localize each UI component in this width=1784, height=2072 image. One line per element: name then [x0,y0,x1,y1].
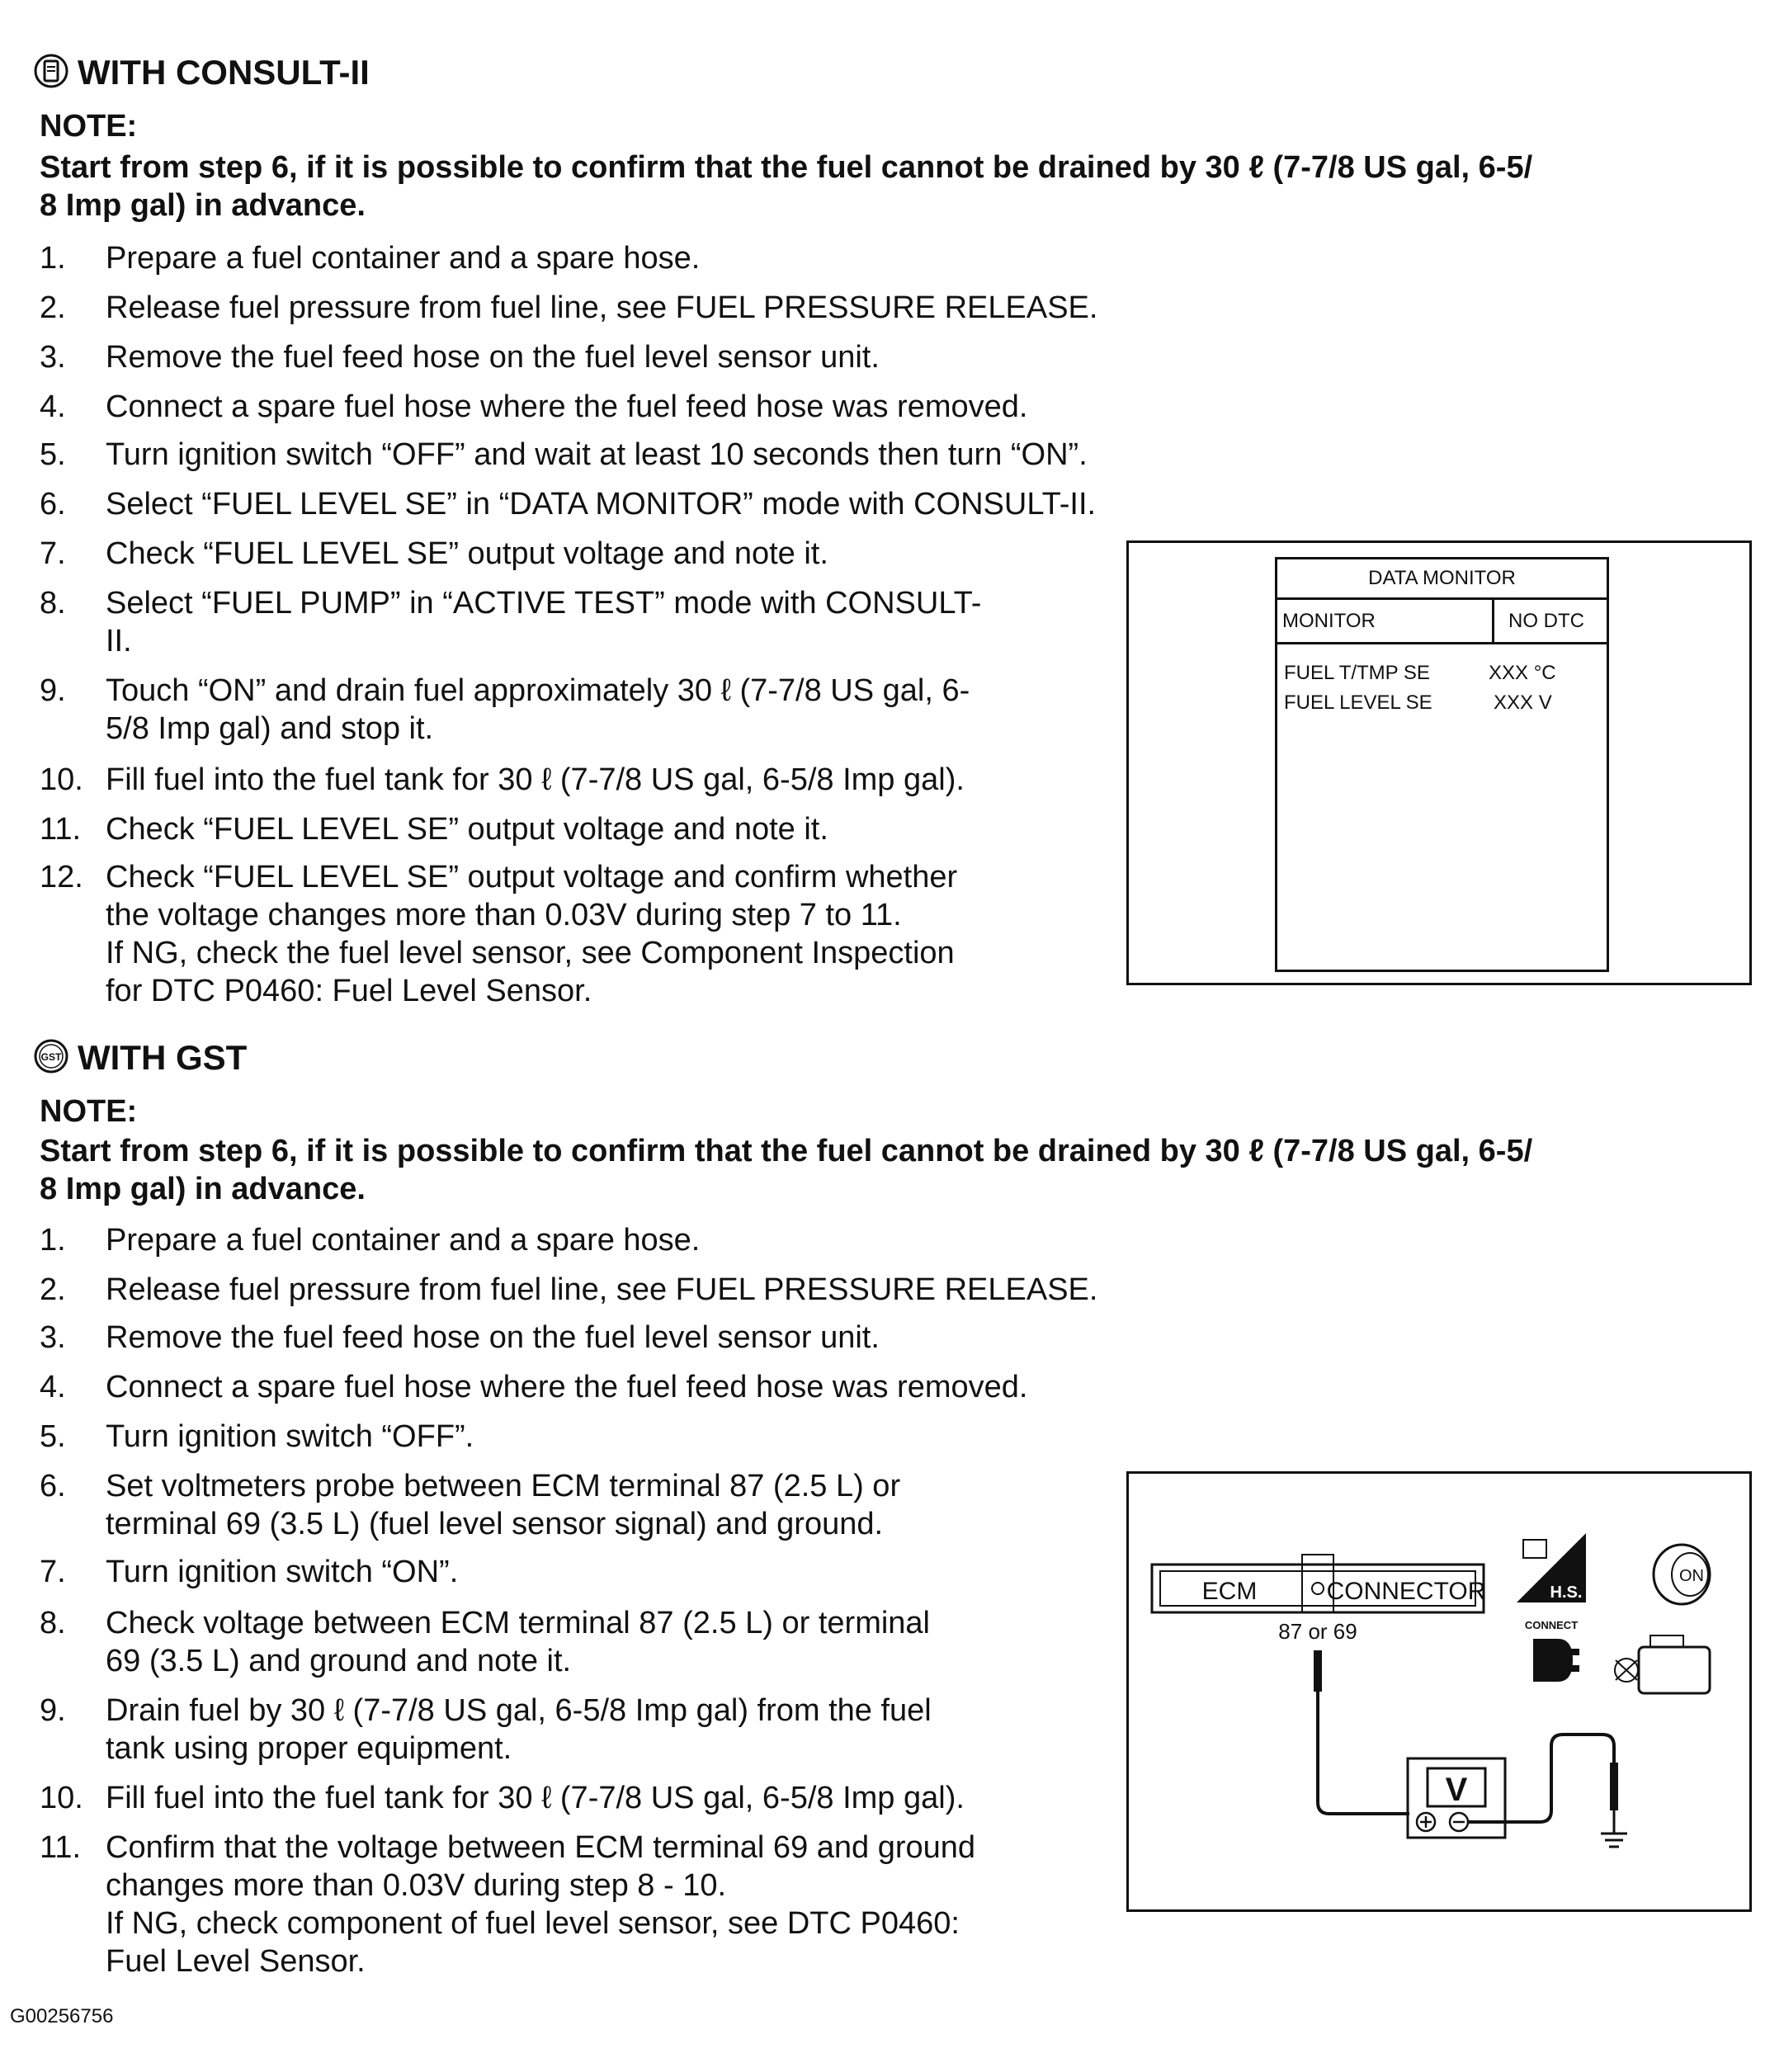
no-dtc-header: NO DTC [1508,610,1584,632]
step-number: 8. [40,586,66,621]
step-number: 7. [40,536,66,571]
engine-icon [1615,1635,1710,1693]
hs-label: H.S. [1550,1583,1583,1602]
step-number: 11. [40,812,82,847]
step-text: Fill fuel into the fuel tank for 30 ℓ (7-7/8 US gal, 6-5/8 Imp gal). [106,762,965,797]
data-monitor-figure [1126,540,1752,985]
step-text: Connect a spare fuel hose where the fuel feed hose was removed. [106,1370,1028,1404]
step-text: terminal 69 (3.5 L) (fuel level sensor signal) and ground. [106,1507,884,1541]
consult-ii-icon [33,53,69,97]
step-text: Connect a spare fuel hose where the fuel feed hose was removed. [106,389,1028,424]
probe-lead [1314,1650,1409,1814]
terminal-label: 87 or 69 [1278,1619,1357,1644]
step-number: 6. [40,1469,66,1503]
step-text: Check “FUEL LEVEL SE” output voltage and note it. [106,536,828,571]
step-number: 2. [40,1272,66,1307]
step-text: Prepare a fuel container and a spare hose. [106,241,701,276]
monitor-row-value: XXX V [1494,691,1552,714]
step-number: 2. [40,290,66,325]
step-number: 11. [40,1830,82,1865]
on-label: ON [1679,1567,1704,1585]
step-text: 5/8 Imp gal) and stop it. [106,711,434,746]
step-text: 69 (3.5 L) and ground and note it. [106,1644,572,1678]
step-text: changes more than 0.03V during step 8 - 10. [106,1868,727,1903]
step-text: Touch “ON” and drain fuel approximately 30 ℓ (7-7/8 US gal, 6- [106,673,970,708]
step-text: Check “FUEL LEVEL SE” output voltage and note it. [106,812,828,847]
ignition-on-icon [1654,1545,1710,1604]
step-text: Set voltmeters probe between ECM terminal 87 (2.5 L) or [106,1469,901,1503]
note-text-line1: Start from step 6, if it is possible to confirm that the fuel cannot be drained by 30 ℓ (7-7/8 US gal, 6-5/ [40,1134,1533,1168]
step-number: 8. [40,1606,66,1640]
step-text: If NG, check component of fuel level sensor, see DTC P0460: [106,1906,960,1941]
note-text-line2: 8 Imp gal) in advance. [40,188,366,223]
section-gst-heading: GST WITH GST [33,1038,247,1083]
step-text: Release fuel pressure from fuel line, see FUEL PRESSURE RELEASE. [106,290,1098,325]
hs-icon [1517,1533,1586,1602]
note-text-line1: Start from step 6, if it is possible to confirm that the fuel cannot be drained by 30 ℓ (7-7/8 US gal, 6-5/ [40,150,1533,185]
step-number: 5. [40,1419,66,1454]
step-number: 12. [40,860,83,894]
header-divider [1277,642,1607,644]
step-text: Remove the fuel feed hose on the fuel level sensor unit. [106,1320,880,1355]
step-number: 3. [40,340,66,375]
voltmeter-label: V [1445,1772,1468,1808]
monitor-row-value: XXX °C [1489,662,1556,684]
monitor-row-label: FUEL T/TMP SE [1284,662,1430,684]
step-number: 5. [40,437,66,472]
step-text: Fuel Level Sensor. [106,1944,366,1979]
step-text: Remove the fuel feed hose on the fuel level sensor unit. [106,340,880,375]
step-number: 1. [40,1223,66,1258]
step-number: 10. [40,762,83,797]
step-text: tank using proper equipment. [106,1731,512,1766]
step-text: Fill fuel into the fuel tank for 30 ℓ (7-7/8 US gal, 6-5/8 Imp gal). [106,1781,965,1815]
figure-reference-code: G00256756 [10,2005,114,2027]
step-text: Select “FUEL PUMP” in “ACTIVE TEST” mode with CONSULT- [106,586,982,621]
step-text: Confirm that the voltage between ECM terminal 69 and ground [106,1830,976,1865]
connector-label: CONNECTOR [1326,1578,1486,1605]
step-number: 9. [40,1693,66,1728]
step-number: 3. [40,1320,66,1355]
step-text: II. [106,624,132,658]
step-text: Turn ignition switch “OFF” and wait at least 10 seconds then turn “ON”. [106,437,1088,472]
data-monitor-title: DATA MONITOR [1277,559,1607,600]
ground-lead [1468,1735,1627,1847]
step-text: Turn ignition switch “ON”. [106,1555,459,1589]
ecm-label: ECM [1201,1578,1258,1605]
monitor-row-label: FUEL LEVEL SE [1284,691,1432,714]
step-text: Select “FUEL LEVEL SE” in “DATA MONITOR” mode with CONSULT-II. [106,487,1097,522]
step-number: 4. [40,1370,66,1404]
ecm-wiring-figure [1126,1471,1752,1912]
voltmeter-icon [1408,1758,1505,1838]
gst-icon [33,1038,69,1083]
step-number: 10. [40,1781,83,1815]
gst-icon-label: GST [40,1051,62,1063]
note-label: NOTE: [40,109,138,144]
ecm-connector [1152,1555,1485,1612]
step-text: Turn ignition switch “OFF”. [106,1419,474,1454]
note-label: NOTE: [40,1094,138,1129]
monitor-column-header: MONITOR [1282,610,1376,632]
section-consult-heading: WITH CONSULT-II [33,53,370,97]
step-text: for DTC P0460: Fuel Level Sensor. [106,974,592,1008]
step-number: 1. [40,241,66,276]
column-divider [1492,597,1494,642]
step-text: the voltage changes more than 0.03V during step 7 to 11. [106,898,902,932]
step-text: Check voltage between ECM terminal 87 (2.5 L) or terminal [106,1606,931,1640]
note-text-line2: 8 Imp gal) in advance. [40,1172,366,1206]
step-text: Check “FUEL LEVEL SE” output voltage and confirm whether [106,860,958,894]
step-number: 4. [40,389,66,424]
step-number: 9. [40,673,66,708]
step-number: 7. [40,1555,66,1589]
data-monitor-screen [1275,557,1609,972]
connect-icon [1525,1619,1579,1682]
step-text: Drain fuel by 30 ℓ (7-7/8 US gal, 6-5/8 Imp gal) from the fuel [106,1693,932,1728]
step-number: 6. [40,487,66,522]
connect-label: CONNECT [1524,1619,1579,1631]
step-text: Release fuel pressure from fuel line, see FUEL PRESSURE RELEASE. [106,1272,1098,1307]
step-text: If NG, check the fuel level sensor, see Component Inspection [106,936,955,970]
step-text: Prepare a fuel container and a spare hose. [106,1223,701,1258]
